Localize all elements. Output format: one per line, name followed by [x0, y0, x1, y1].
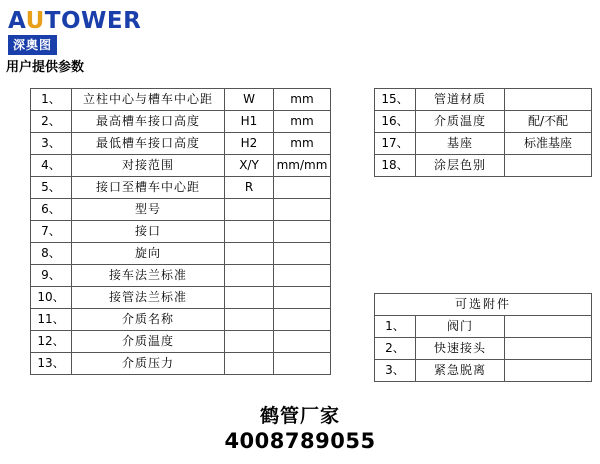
- table-row: [375, 316, 592, 338]
- footer-phone: 4008789055: [224, 429, 376, 453]
- right-table-body: [375, 89, 592, 177]
- table-row: [31, 221, 331, 243]
- row-label: 旋向: [72, 243, 225, 265]
- user-parameters-table-continued: [374, 88, 592, 177]
- table-row: [31, 243, 331, 265]
- row-symbol: R: [225, 177, 274, 199]
- row-index: 8、: [31, 243, 72, 265]
- row-unit: [274, 309, 331, 331]
- row-index: 12、: [31, 331, 72, 353]
- row-unit: mm: [274, 89, 331, 111]
- row-symbol: H1: [225, 111, 274, 133]
- row-label: 介质温度: [416, 111, 505, 133]
- row-value: 标准基座: [505, 133, 592, 155]
- row-label: 管道材质: [416, 89, 505, 111]
- logo-wordmark: [8, 8, 158, 34]
- row-index: 2、: [375, 338, 416, 360]
- logo-subtitle-wrap: [8, 35, 158, 55]
- row-index: 3、: [375, 360, 416, 382]
- row-symbol: [225, 309, 274, 331]
- row-label: 最高槽车接口高度: [72, 111, 225, 133]
- row-label: 接口至槽车中心距: [72, 177, 225, 199]
- row-index: 1、: [31, 89, 72, 111]
- table-row: [31, 265, 331, 287]
- row-unit: mm: [274, 133, 331, 155]
- row-index: 6、: [31, 199, 72, 221]
- row-unit: [274, 353, 331, 375]
- row-unit: [274, 243, 331, 265]
- row-unit: [274, 199, 331, 221]
- user-parameters-table: [30, 88, 331, 375]
- row-value: [505, 316, 592, 338]
- row-label: 接口: [72, 221, 225, 243]
- row-symbol: [225, 221, 274, 243]
- row-unit: mm: [274, 111, 331, 133]
- row-value: [505, 89, 592, 111]
- row-symbol: H2: [225, 133, 274, 155]
- table-row: [375, 111, 592, 133]
- row-symbol: [225, 331, 274, 353]
- row-value: [505, 155, 592, 177]
- row-label: 接管法兰标准: [72, 287, 225, 309]
- table-header-row: [375, 294, 592, 316]
- row-index: 4、: [31, 155, 72, 177]
- table-row: [31, 89, 331, 111]
- row-label: 介质名称: [72, 309, 225, 331]
- row-index: 1、: [375, 316, 416, 338]
- row-label: 立柱中心与槽车中心距: [72, 89, 225, 111]
- table-row: [31, 353, 331, 375]
- company-logo: [8, 8, 158, 52]
- row-value: [505, 338, 592, 360]
- table-row: [375, 338, 592, 360]
- row-index: 9、: [31, 265, 72, 287]
- row-index: 7、: [31, 221, 72, 243]
- row-label: 涂层色别: [416, 155, 505, 177]
- row-label: 介质温度: [72, 331, 225, 353]
- row-label: 对接范围: [72, 155, 225, 177]
- optional-accessories-table: [374, 293, 592, 382]
- logo-wordmark-text: AUTOWER: [8, 8, 142, 34]
- page-title: 用户提供参数: [6, 60, 85, 75]
- row-index: 3、: [31, 133, 72, 155]
- table-row: [31, 309, 331, 331]
- row-index: 17、: [375, 133, 416, 155]
- row-symbol: [225, 265, 274, 287]
- left-table-body: [31, 89, 331, 375]
- row-index: 11、: [31, 309, 72, 331]
- row-value: [505, 360, 592, 382]
- row-index: 13、: [31, 353, 72, 375]
- table-row: [31, 177, 331, 199]
- footer-headline: 鹤管厂家: [259, 405, 340, 427]
- logo-subtitle: 深奥图: [8, 35, 57, 55]
- row-symbol: [225, 353, 274, 375]
- footer-watermark: [0, 404, 600, 454]
- row-index: 10、: [31, 287, 72, 309]
- table-row: [31, 331, 331, 353]
- table-row: [31, 133, 331, 155]
- accessories-title: 可选附件: [375, 294, 592, 316]
- row-index: 15、: [375, 89, 416, 111]
- row-label: 型号: [72, 199, 225, 221]
- row-index: 18、: [375, 155, 416, 177]
- table-row: [375, 89, 592, 111]
- row-label: 介质压力: [72, 353, 225, 375]
- row-symbol: [225, 243, 274, 265]
- row-unit: [274, 287, 331, 309]
- table-row: [375, 133, 592, 155]
- accessories-table-body: [375, 294, 592, 382]
- row-unit: mm/mm: [274, 155, 331, 177]
- table-row: [375, 360, 592, 382]
- row-symbol: X/Y: [225, 155, 274, 177]
- table-row: [31, 155, 331, 177]
- row-label: 接车法兰标准: [72, 265, 225, 287]
- row-symbol: W: [225, 89, 274, 111]
- row-unit: [274, 177, 331, 199]
- table-row: [31, 111, 331, 133]
- row-index: 2、: [31, 111, 72, 133]
- row-label: 紧急脱离: [416, 360, 505, 382]
- row-unit: [274, 265, 331, 287]
- row-index: 5、: [31, 177, 72, 199]
- row-symbol: [225, 199, 274, 221]
- row-symbol: [225, 287, 274, 309]
- table-row: [375, 155, 592, 177]
- row-label: 基座: [416, 133, 505, 155]
- table-row: [31, 287, 331, 309]
- row-label: 最低槽车接口高度: [72, 133, 225, 155]
- row-unit: [274, 221, 331, 243]
- row-label: 阀门: [416, 316, 505, 338]
- row-label: 快速接头: [416, 338, 505, 360]
- row-unit: [274, 331, 331, 353]
- table-row: [31, 199, 331, 221]
- row-index: 16、: [375, 111, 416, 133]
- row-value: 配/不配: [505, 111, 592, 133]
